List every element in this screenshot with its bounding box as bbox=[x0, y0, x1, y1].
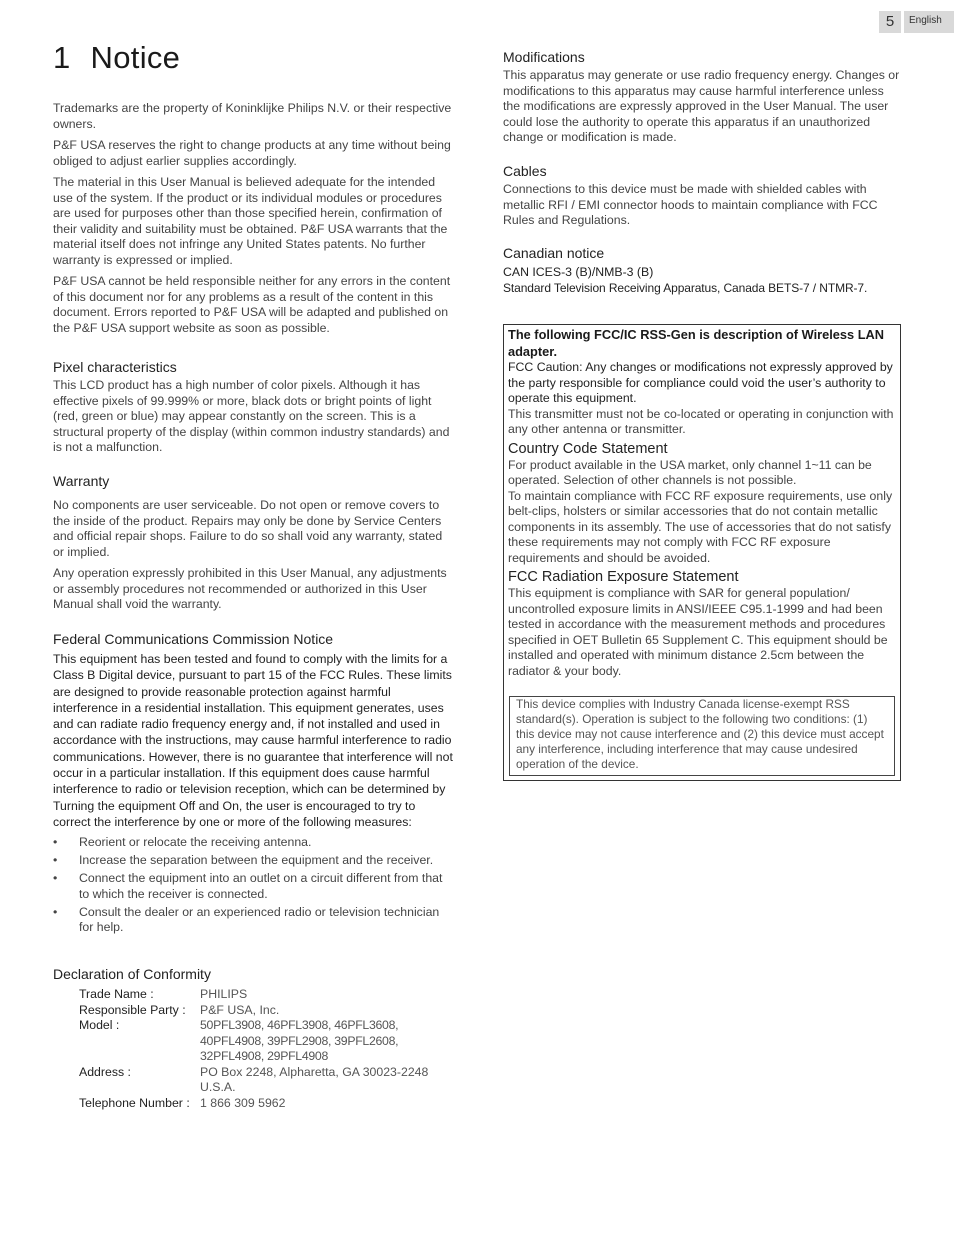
list-item: • Increase the separation between the equipment and the receiver. bbox=[53, 853, 453, 869]
chapter-title: Notice bbox=[90, 40, 181, 75]
canadian-section bbox=[503, 244, 901, 296]
section-text: Standard Television Receiving Apparatus, Canada BETS-7 / NTMR-7. bbox=[503, 280, 868, 295]
modifications-section bbox=[503, 48, 901, 146]
address-label: Address : bbox=[79, 1064, 131, 1079]
list-item: • Reorient or relocate the receiving antenna. bbox=[53, 835, 453, 851]
box-text: This device complies with Industry Canada license-exempt RSS standard(s). Operation is subject to the following two conditions: (1) this device may not cause interference and (2) this device must accept any interference, including interference that may cause undesired operation of the device. bbox=[516, 697, 884, 771]
table-row bbox=[79, 987, 453, 1003]
box-subheading: FCC Radiation Exposure Statement bbox=[508, 569, 739, 585]
box-subheading: Country Code Statement bbox=[508, 440, 668, 457]
pixel-section bbox=[53, 358, 453, 456]
intro-paragraph: Trademarks are the property of Koninklijke Philips N.V. or their respective owners. bbox=[53, 101, 452, 131]
intro-paragraph: The material in this User Manual is believed adequate for the intended use of the system. If the product or its individual modules or procedures are used for purposes other than those specified herein, confirmation of their validity and suitability must be obtained. P&F USA warrants that the material itself does not infringe any United States patents. No further warranty is expressed or implied. bbox=[53, 175, 448, 267]
table-row bbox=[79, 1065, 453, 1096]
measures-list bbox=[53, 835, 453, 936]
model-value: 50PFL3908, 46PFL3908, 46PFL3608, 40PFL4908, 39PFL2908, 39PFL2608, 32PFL4908, 29PFL4908 bbox=[200, 1018, 399, 1063]
party-label: Responsible Party : bbox=[79, 1002, 186, 1017]
address-value: PO Box 2248, Alpharetta, GA 30023-2248 U.S.A. bbox=[200, 1064, 429, 1094]
section-text: No components are user serviceable. Do not open or remove covers to the inside of the product. Repairs may only be done by Service Centers and official repair shops. Failure to do so shall void any warranty, stated or implied. bbox=[53, 498, 443, 559]
chapter-number: 1 bbox=[53, 40, 71, 75]
section-text: CAN ICES-3 (B)/NMB-3 (B) bbox=[503, 265, 654, 279]
section-text: Any operation expressly prohibited in this User Manual, any adjustments or assembly procedures not recommended or authorized in this User Manual shall void the warranty. bbox=[53, 566, 447, 611]
table-row bbox=[79, 1003, 453, 1019]
intro-section bbox=[53, 101, 453, 336]
box-heading: The following FCC/IC RSS-Gen is description of Wireless LAN adapter. bbox=[508, 327, 885, 359]
section-heading: Warranty bbox=[53, 473, 110, 489]
box-text: For product available in the USA market, only channel 1~11 can be operated. Selection of other channels is not possible. bbox=[508, 457, 872, 487]
section-heading: Canadian notice bbox=[503, 245, 605, 261]
section-heading: Declaration of Conformity bbox=[53, 966, 211, 982]
section-heading: Federal Communications Commission Notice bbox=[53, 631, 334, 647]
list-item: • Consult the dealer or an experienced radio or television technician for help. bbox=[53, 905, 453, 936]
box-text: This transmitter must not be co-located or operating in conjunction with any other antenna or transmitter. bbox=[508, 406, 894, 436]
box-text: FCC Caution: Any changes or modifications not expressly approved by the party responsible for compliance could void the user’s authority to operate this equipment. bbox=[508, 360, 893, 405]
intro-paragraph: P&F USA cannot be held responsible neither for any errors in the content of this document nor for any problems as a result of the content in this document. Errors reported to P&F USA will be adapted and published on the P&F USA support website as soon as possible. bbox=[53, 274, 451, 335]
list-item: • Connect the equipment into an outlet on a circuit different from that to which the receiver is connected. bbox=[53, 871, 453, 902]
box-text: This equipment is compliance with SAR for general population/ uncontrolled exposure limits in ANSI/IEEE C95.1-1999 and had been tested in accordance with the measurement methods and procedures specified in OET Bulletin 65 Supplement C. This equipment should be installed and operated with minimum distance 2.5cm between the radiator & your body. bbox=[508, 586, 888, 678]
trade-name-label: Trade Name : bbox=[79, 987, 154, 1001]
box-text: To maintain compliance with FCC RF exposure requirements, use only belt-clips, holsters or similar accessories that do not contain metallic components in its assembly. The use of accessories that do not satisfy these requirements may not comply with FCC RF exposure requirements and should be avoided. bbox=[508, 488, 893, 565]
wireless-lan-notice-box bbox=[503, 324, 901, 781]
section-text: This equipment has been tested and found to comply with the limits for a Class B Digital device, pursuant to part 15 of the FCC Rules. These limits are designed to provide reasonable protection against harmful interference in a residential installation. This equipment generates, uses and can radiate radio frequency energy and, if not installed and used in accordance with the instructions, may cause harmful interference to radio communications. However, there is no guarantee that interference will not occur in a particular installation. If this equipment does cause harmful interference to radio or television reception, which can be determined by Turning the equipment Off and On, the user is encouraged to try to correct the interference by one or more of the following measures: bbox=[53, 652, 453, 829]
section-heading: Cables bbox=[503, 163, 547, 179]
page-number: 5 bbox=[879, 11, 901, 33]
conformity-table bbox=[79, 987, 453, 1111]
section-text: Connections to this device must be made with shielded cables with metallic RFI / EMI connector hoods to maintain compliance with FCC Rules and Regulations. bbox=[503, 182, 878, 227]
section-heading: Modifications bbox=[503, 49, 585, 65]
section-heading: Pixel characteristics bbox=[53, 359, 177, 375]
model-label: Model : bbox=[79, 1018, 120, 1032]
page-title bbox=[53, 40, 180, 76]
conformity-section bbox=[53, 965, 453, 1111]
section-text: This LCD product has a high number of color pixels. Although it has effective pixels of 99.999% or more, black dots or bright points of light (red, green or blue) may appear constantly on the screen. This is a structural property of the display (within common industry standards) and is not a malfunction. bbox=[53, 378, 450, 454]
section-text: This apparatus may generate or use radio frequency energy. Changes or modifications to this apparatus may cause harmful interference unless the modifications are expressly approved in the User Manual. The user could lose the authority to operate this apparatus if an unauthorized change or modification is made. bbox=[503, 68, 900, 144]
warranty-section bbox=[53, 472, 453, 613]
table-row bbox=[79, 1018, 453, 1065]
trade-name-value: PHILIPS bbox=[200, 987, 248, 1001]
language-label: English bbox=[904, 11, 954, 33]
cables-section bbox=[503, 162, 901, 229]
phone-label: Telephone Number : bbox=[79, 1095, 190, 1110]
fcc-notice-section bbox=[53, 630, 453, 938]
party-value: P&F USA, Inc. bbox=[200, 1002, 280, 1017]
table-row bbox=[79, 1096, 453, 1112]
page-header-tab bbox=[879, 11, 954, 33]
intro-paragraph: P&F USA reserves the right to change products at any time without being obliged to adjust earlier supplies accordingly. bbox=[53, 138, 451, 168]
industry-canada-box bbox=[509, 696, 895, 776]
phone-value: 1 866 309 5962 bbox=[200, 1095, 286, 1110]
